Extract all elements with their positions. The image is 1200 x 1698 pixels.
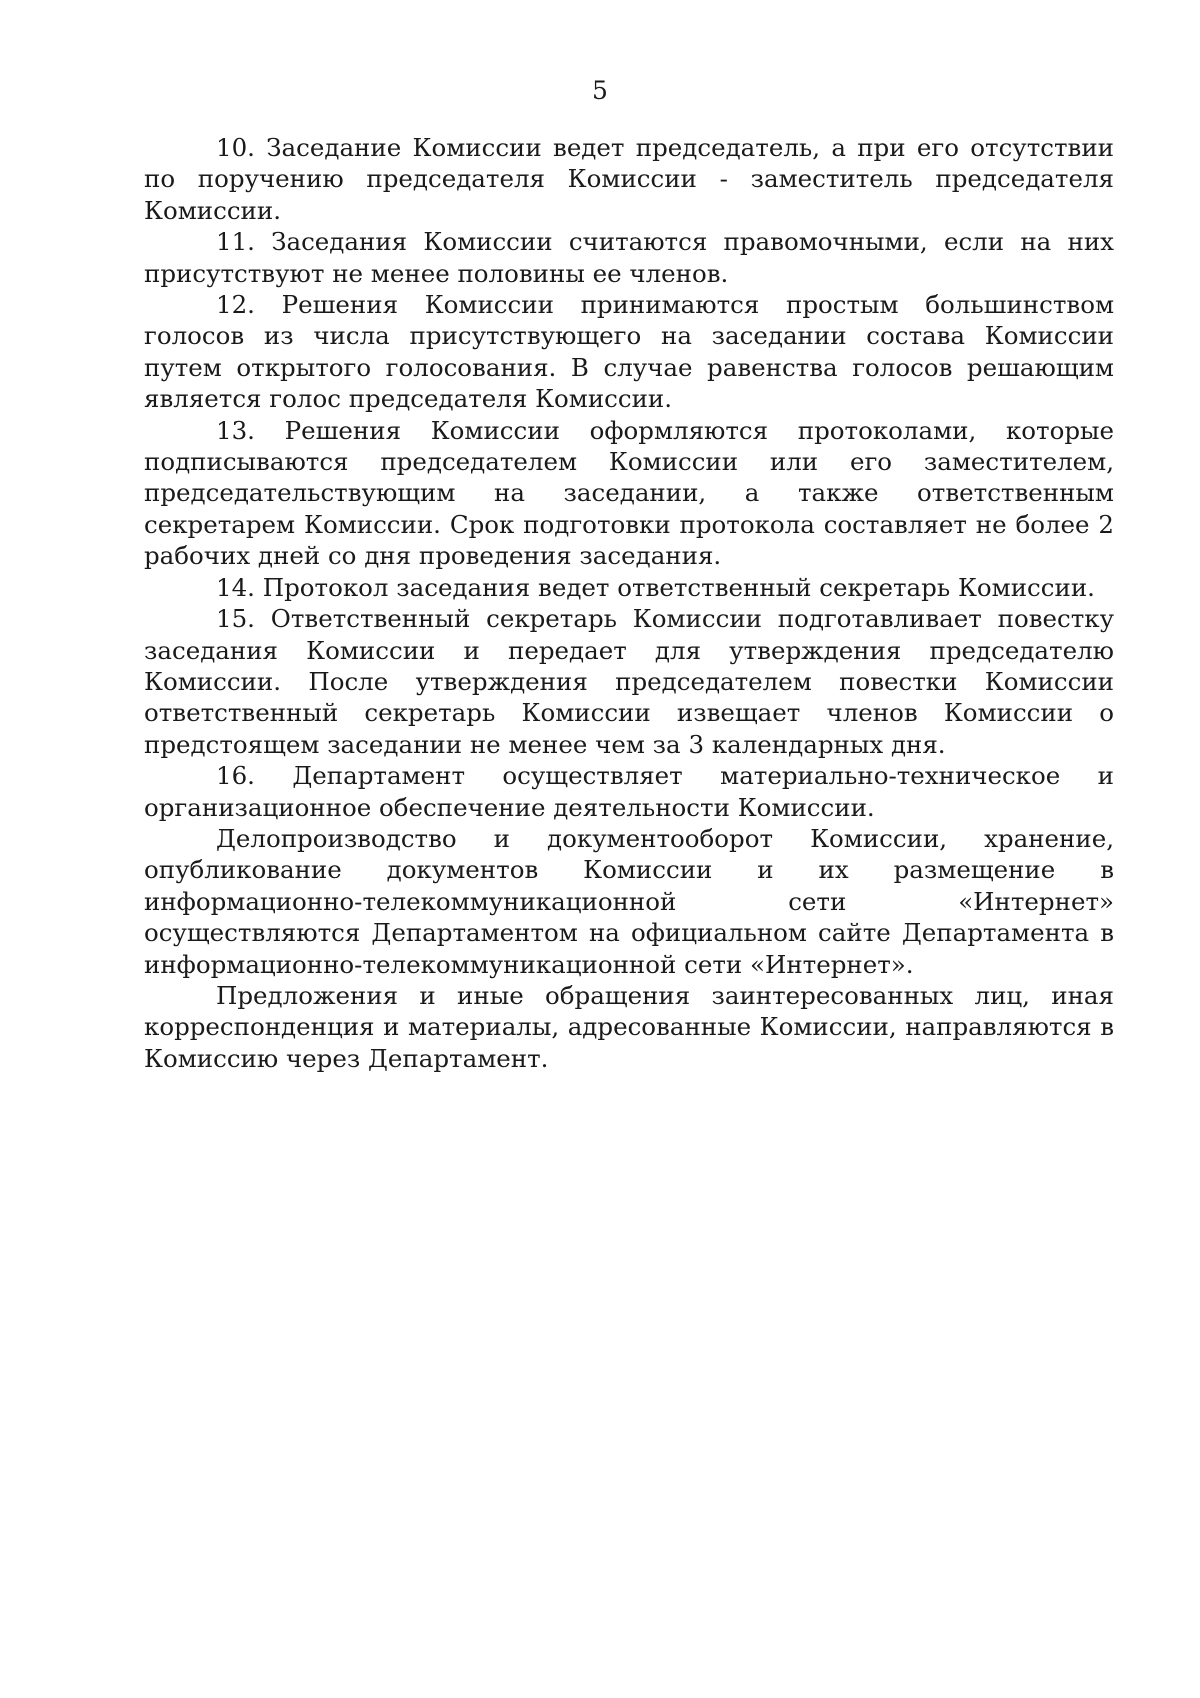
page-number: 5	[592, 76, 608, 105]
paragraph-correspondence: Предложения и иные обращения заинтересованных лиц, иная корреспонденция и материалы, адресованные Комиссии, направляются в Комиссию через Департамент.	[144, 980, 1114, 1073]
paragraph-16: 16. Департамент осуществляет материально-техническое и организационное обеспечение деятельности Комиссии.	[144, 761, 1114, 822]
paragraph-records-management: Делопроизводство и документооборот Комиссии, хранение, опубликование документов Комиссии и их размещение в информационно-телекоммуникационной сети «Интернет» осуществляются Департаментом на официальном сайте Департамента в информационно-телекоммуникационной сети «Интернет».	[144, 823, 1114, 979]
paragraph-14: 14. Протокол заседания ведет ответственный секретарь Комиссии.	[216, 572, 1095, 602]
paragraph-15: 15. Ответственный секретарь Комиссии подготавливает повестку заседания Комиссии и передает для утверждения председателю Комиссии. После утверждения председателем повестки Комиссии ответственный секретарь Комиссии извещает членов Комиссии о предстоящем заседании не менее чем за 3 календарных дня.	[144, 604, 1114, 759]
paragraph-11: 11. Заседания Комиссии считаются правомочными, если на них присутствуют не менее половины ее членов.	[144, 227, 1114, 288]
document-body	[144, 132, 1114, 1074]
paragraph-13: 13. Решения Комиссии оформляются протоколами, которые подписываются председателем Комиссии или его заместителем, председательствующим на заседании, а также ответственным секретарем Комиссии. Срок подготовки протокола составляет не более 2 рабочих дней со дня проведения заседания.	[144, 415, 1114, 571]
paragraph-12: 12. Решения Комиссии принимаются простым большинством голосов из числа присутствующего на заседании состава Комиссии путем открытого голосования. В случае равенства голосов решающим является голос председателя Комиссии.	[144, 290, 1114, 414]
paragraph-10: 10. Заседание Комиссии ведет председатель, а при его отсутствии по поручению председателя Комиссии - заместитель председателя Комиссии.	[144, 133, 1114, 225]
